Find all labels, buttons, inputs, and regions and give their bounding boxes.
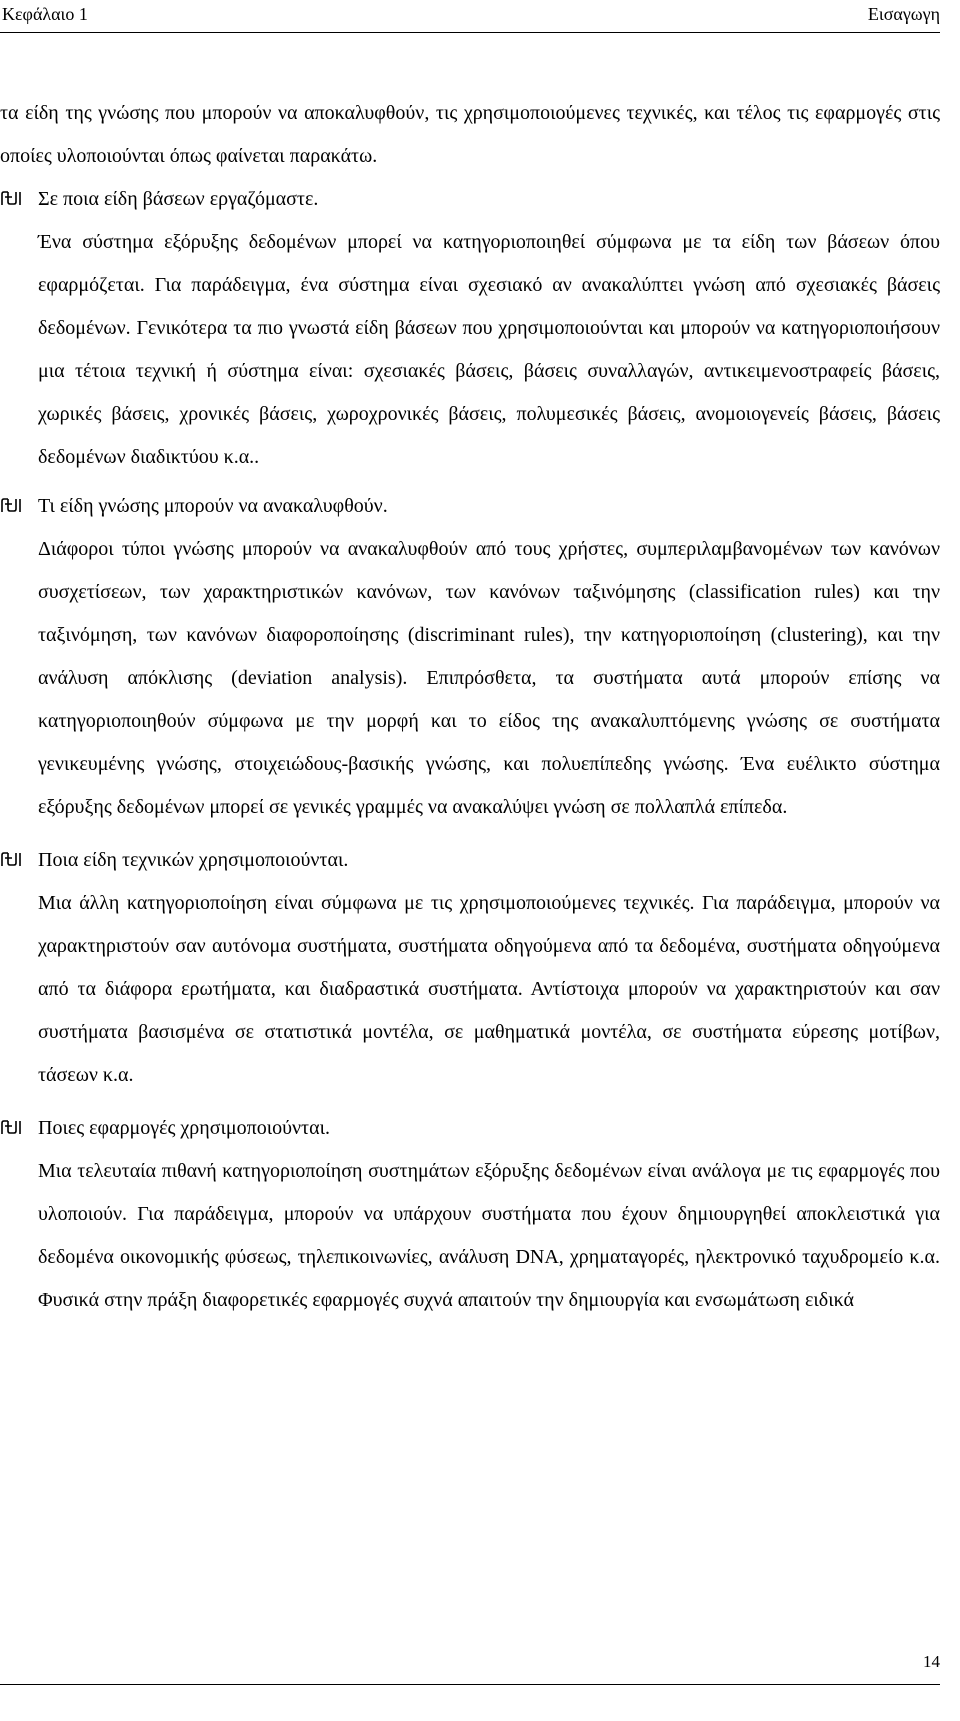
bullet-paragraph-1: Ένα σύστημα εξόρυξης δεδομένων μπορεί να κατηγοριοποιηθεί σύμφωνα με τα είδη των βάσεων όπου εφαρμόζεται. Για παράδειγμα, ένα σύστημα είναι σχεσιακό αν ανακαλύπτει γνώση από σχεσιακές βάσεις δεδομένων. Γενικότερα τα πιο γνωστά είδη βάσεων που χρησιμοποιούνται και μπορούν να κατηγοριοποιήσουν μια τέτοια τεχνική ή σύστημα είναι: σχεσιακές βάσεις, βάσεις συναλλαγών, αντικειμενοστραφείς βάσεις, χωρικές βάσεις, χρονικές βάσεις, χωροχρονικές βάσεις, πολυμεσικές βάσεις, ανομοιογενείς βάσεις, βάσεις δεδομένων διαδικτύου κ.α.. — [38, 231, 940, 468]
bullet-title-4: Ποιες εφαρμογές χρησιμοποιούνται. — [38, 1117, 330, 1139]
bullet-icon — [0, 191, 22, 207]
bullet-item-3 — [0, 839, 940, 882]
body-text — [0, 92, 940, 1322]
page-number: 14 — [923, 1652, 940, 1671]
section-label: Εισαγωγη — [867, 4, 940, 24]
header-divider — [0, 32, 940, 33]
bullet-title-2: Τι είδη γνώσης μπορούν να ανακαλυφθούν. — [38, 495, 388, 517]
bullet-title-1: Σε ποια είδη βάσεων εργαζόμαστε. — [38, 188, 319, 210]
bullet-icon — [0, 498, 22, 514]
footer-divider — [0, 1684, 940, 1685]
bullet-paragraph-4: Μια τελευταία πιθανή κατηγοριοποίηση συστημάτων εξόρυξης δεδομένων είναι ανάλογα με τις εφαρμογές που υλοποιούν. Για παράδειγμα, μπορούν να υπάρχουν συστήματα που έχουν δημιουργηθεί αποκλειστικά για δεδομένα οικονομικής φύσεως, τηλεπικοινωνίες, ανάλυση DNA, χρηματαγορές, ηλεκτρονικό ταχυδρομείο κ.α. Φυσικά στην πράξη διαφορετικές εφαρμογές συχνά απαιτούν την δημιουργία και ενσωμάτωση ειδικά — [38, 1160, 940, 1311]
bullet-icon — [0, 1120, 22, 1136]
bullet-item-2 — [0, 485, 940, 528]
bullet-paragraph-3: Μια άλλη κατηγοριοποίηση είναι σύμφωνα με τις χρησιμοποιούμενες τεχνικές. Για παράδειγμα, μπορούν να χαρακτηριστούν σαν αυτόνομα συστήματα, συστήματα οδηγούμενα από τα δεδομένα, συστήματα οδηγούμενα από τα διάφορα ερωτήματα, και διαδραστικά συστήματα. Αντίστοιχα μπορούν να χαρακτηριστούν και σαν συστήματα βασισμένα σε στατιστικά μοντέλα, σε μαθηματικά μοντέλα, σε συστήματα εύρεσης μοτίβων, τάσεων κ.α. — [38, 892, 940, 1086]
bullet-icon — [0, 852, 22, 868]
bullet-title-3: Ποια είδη τεχνικών χρησιμοποιούνται. — [38, 849, 349, 871]
bullet-item-4 — [0, 1107, 940, 1150]
intro-paragraph: τα είδη της γνώσης που μπορούν να αποκαλυφθούν, τις χρησιμοποιούμενες τεχνικές, και τέλος τις εφαρμογές στις οποίες υλοποιούνται όπως φαίνεται παρακάτω. — [0, 102, 940, 167]
bullet-item-1 — [0, 178, 940, 221]
page-header — [0, 0, 940, 28]
bullet-paragraph-2: Διάφοροι τύποι γνώσης μπορούν να ανακαλυφθούν από τους χρήστες, συμπεριλαμβανομένων των κανόνων συσχετίσεων, των χαρακτηριστικών κανόνων, των κανόνων ταξινόμησης (classification rules) και την ταξινόμηση, των κανόνων διαφοροποίησης (discriminant rules), την κατηγοριοποίηση (clustering), και την ανάλυση απόκλισης (deviation analysis). Επιπρόσθετα, τα συστήματα αυτά μπορούν επίσης να κατηγοριοποιηθούν σύμφωνα με την μορφή και το είδος της ανακαλυπτόμενης γνώσης σε συστήματα γενικευμένης γνώσης, στοιχειώδους-βασικής γνώσης, και πολυεπίπεδης γνώσης. Ένα ευέλικτο σύστημα εξόρυξης δεδομένων μπορεί σε γενικές γραμμές να ανακαλύψει γνώση σε πολλαπλά επίπεδα. — [38, 538, 940, 818]
chapter-label: Κεφάλαιο 1 — [2, 4, 88, 24]
